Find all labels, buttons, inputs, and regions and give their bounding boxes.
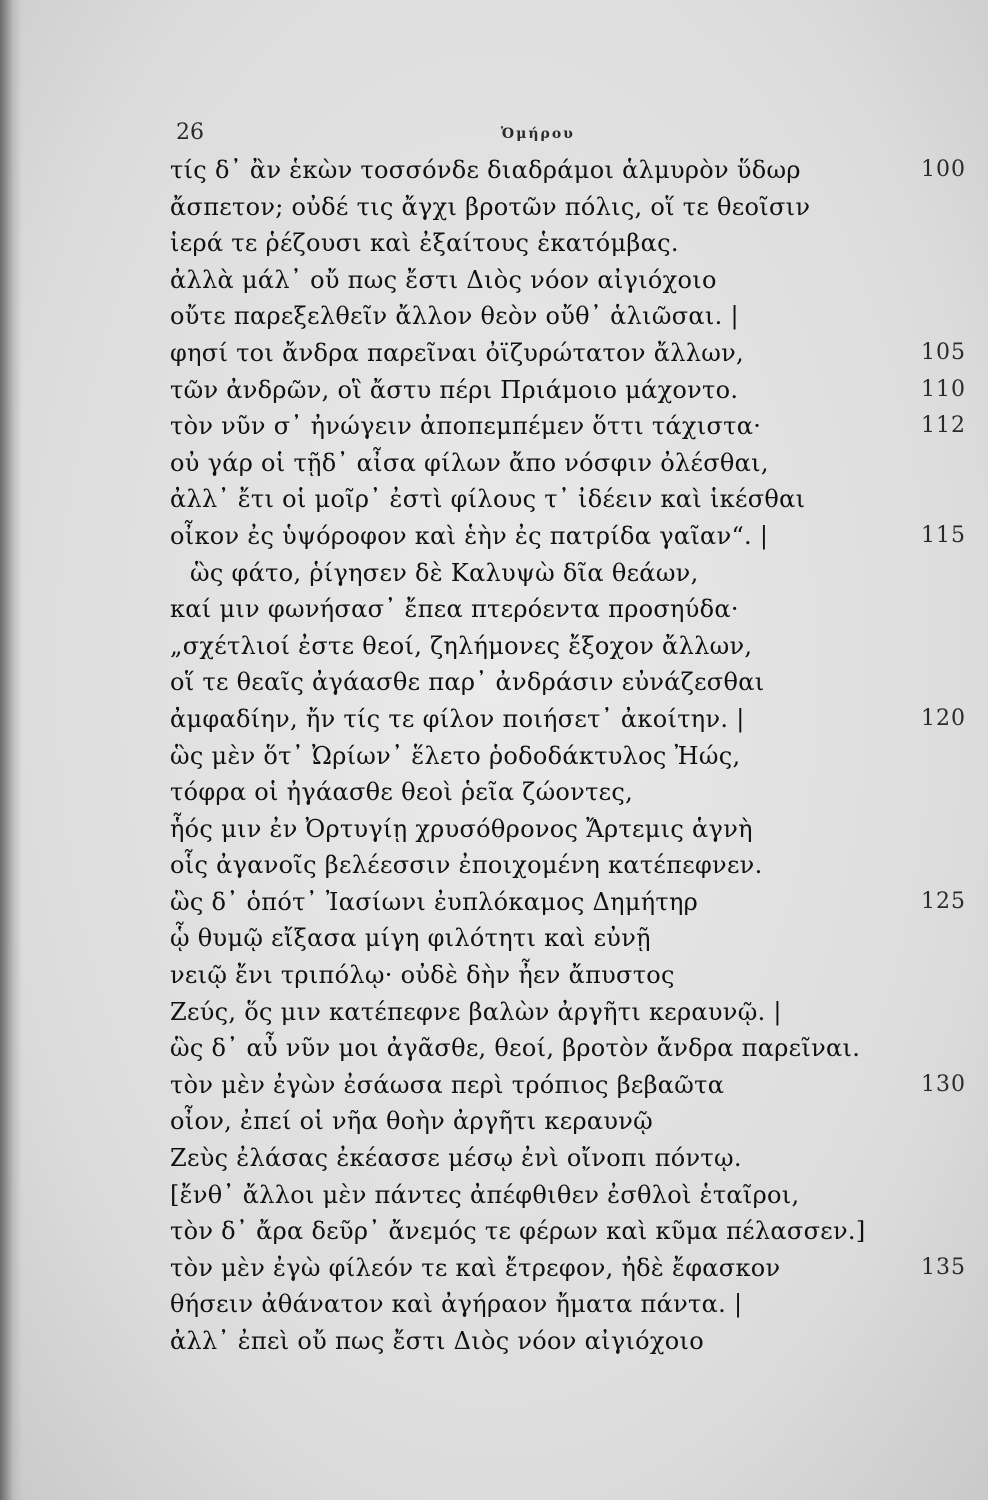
line-number: 105 — [921, 339, 966, 365]
line-number: 110 — [921, 376, 966, 402]
verse-line — [160, 738, 980, 775]
page-header — [176, 120, 988, 150]
verse-text: οὔτε παρεξελθεῖν ἄλλον θεὸν οὔθ᾽ ἁλιῶσαι. | — [170, 302, 739, 331]
verse-text: τὸν μὲν ἐγὼν ἐσάωσα περὶ τρόπιος βεβαῶτα — [170, 1070, 725, 1099]
verse-line — [160, 811, 980, 848]
verse-line — [160, 1213, 980, 1250]
line-number: 130 — [921, 1071, 966, 1097]
verse-text: ᾧ θυμῷ εἴξασα μίγη φιλότητι καὶ εὐνῇ — [170, 924, 651, 953]
verse-text: [ἔνθ᾽ ἄλλοι μὲν πάντες ἀπέφθιθεν ἐσθλοὶ ἑταῖροι, — [170, 1180, 800, 1209]
verse-text: ἀλλ᾽ ἔτι οἱ μοῖρ᾽ ἐστὶ φίλους τ᾽ ἰδέειν καὶ ἱκέσθαι — [170, 485, 806, 514]
verse-line — [160, 1103, 980, 1140]
verse-line — [160, 664, 980, 701]
verse-text: Ζεύς, ὅς μιν κατέπεφνε βαλὼν ἀργῆτι κεραυνῷ. | — [170, 997, 782, 1026]
verse-line — [160, 555, 980, 592]
verse-line — [160, 1067, 980, 1104]
page-number: 26 — [176, 120, 204, 145]
verse-text: τῶν ἀνδρῶν, οἳ ἄστυ πέρι Πριάμοιο μάχοντο. — [170, 375, 739, 404]
line-number: 120 — [921, 705, 966, 731]
verse-line — [160, 884, 980, 921]
verse-line — [160, 518, 980, 555]
verse-text: τὸν μὲν ἐγὼ φίλεόν τε καὶ ἔτρεφον, ἠδὲ ἔφασκον — [170, 1253, 781, 1282]
verse-text: ἱερά τε ῥέζουσι καὶ ἐξαίτους ἑκατόμβας. — [170, 229, 679, 258]
line-number: 125 — [921, 888, 966, 914]
line-number: 112 — [921, 413, 966, 439]
verse-line — [160, 262, 980, 299]
verse-line — [160, 1286, 980, 1323]
verse-text: νειῷ ἔνι τριπόλῳ· οὐδὲ δὴν ἦεν ἄπυστος — [170, 961, 675, 990]
verse-line — [160, 628, 980, 665]
verse-text: ἀμφαδίην, ἤν τίς τε φίλον ποιήσετ᾽ ἀκοίτην. | — [170, 704, 745, 733]
verse-text: θήσειν ἀθάνατον καὶ ἀγήραον ἤματα πάντα. | — [170, 1290, 743, 1319]
verse-line — [160, 335, 980, 372]
verse-line — [160, 847, 980, 884]
verse-text: τόφρα οἱ ἠγάασθε θεοὶ ῥεῖα ζώοντες, — [170, 778, 634, 807]
verse-line — [160, 152, 980, 189]
verse-text: ὣς δ᾽ αὖ νῦν μοι ἀγᾶσθε, θεοί, βροτὸν ἄνδρα παρεῖναι. — [170, 1034, 861, 1063]
verse-line — [160, 445, 980, 482]
verse-text: ἧός μιν ἐν Ὀρτυγίῃ χρυσόθρονος Ἄρτεμις ἁγνὴ — [170, 814, 753, 843]
line-number: 135 — [921, 1254, 966, 1280]
verse-line — [160, 1250, 980, 1287]
running-title: Ὁμήρου — [501, 126, 575, 142]
page-edge-shadow — [0, 0, 22, 1500]
verse-line — [160, 1030, 980, 1067]
verse-line — [160, 701, 980, 738]
verse-text: ἀλλὰ μάλ᾽ οὔ πως ἔστι Διὸς νόον αἰγιόχοιο — [170, 265, 717, 294]
verse-text: οἶον, ἐπεί οἱ νῆα θοὴν ἀργῆτι κεραυνῷ — [170, 1107, 654, 1136]
verse-line — [160, 225, 980, 262]
verse-text: „σχέτλιοί ἐστε θεοί, ζηλήμονες ἔξοχον ἄλλων, — [170, 631, 753, 660]
verse-text: οὐ γάρ οἱ τῇδ᾽ αἶσα φίλων ἄπο νόσφιν ὀλέσθαι, — [170, 448, 769, 477]
verse-line — [160, 1140, 980, 1177]
verse-text: οἶκον ἐς ὑψόροφον καὶ ἑὴν ἐς πατρίδα γαῖαν“. | — [170, 521, 769, 550]
verse-text: οἷς ἀγανοῖς βελέεσσιν ἐποιχομένη κατέπεφνεν. — [170, 851, 763, 880]
verse-text: ὣς δ᾽ ὁπότ᾽ Ἰασίωνι ἐυπλόκαμος Δημήτηρ — [170, 887, 699, 916]
verse-line — [160, 591, 980, 628]
verse-line — [160, 372, 980, 409]
verse-block — [160, 152, 980, 1360]
verse-line — [160, 774, 980, 811]
verse-line — [160, 298, 980, 335]
verse-text: ἀλλ᾽ ἐπεὶ οὔ πως ἔστι Διὸς νόον αἰγιόχοιο — [170, 1327, 704, 1355]
verse-text: ἄσπετον; οὐδέ τις ἄγχι βροτῶν πόλις, οἵ τε θεοῖσιν — [170, 192, 811, 221]
line-number: 115 — [921, 522, 966, 548]
verse-text: οἵ τε θεαῖς ἀγάασθε παρ᾽ ἀνδράσιν εὐνάζεσθαι — [170, 668, 765, 697]
verse-line — [160, 920, 980, 957]
line-number: 100 — [921, 157, 966, 182]
verse-text: καί μιν φωνήσασ᾽ ἔπεα πτερόεντα προσηύδα· — [170, 595, 739, 624]
verse-text: φησί τοι ἄνδρα παρεῖναι ὀϊζυρώτατον ἄλλων, — [170, 338, 744, 367]
verse-text: τὸν δ᾽ ἄρα δεῦρ᾽ ἄνεμός τε φέρων καὶ κῦμα πέλασσεν.] — [170, 1217, 866, 1246]
verse-line — [160, 957, 980, 994]
verse-text: Ζεὺς ἐλάσας ἐκέασσε μέσῳ ἐνὶ οἴνοπι πόντῳ. — [170, 1144, 742, 1173]
verse-text: τὸν νῦν σ᾽ ἠνώγειν ἀποπεμπέμεν ὅττι τάχιστα· — [170, 412, 762, 441]
verse-line — [160, 189, 980, 226]
verse-line — [160, 994, 980, 1031]
verse-line — [160, 408, 980, 445]
verse-line — [160, 481, 980, 518]
verse-text: τίς δ᾽ ἂν ἑκὼν τοσσόνδε διαδράμοι ἁλμυρὸν ὕδωρ — [170, 156, 801, 184]
verse-text: ὣς φάτο, ῥίγησεν δὲ Καλυψὼ δῖα θεάων, — [190, 558, 699, 587]
verse-text: ὣς μὲν ὅτ᾽ Ὠρίων᾽ ἕλετο ῥοδοδάκτυλος Ἠώς, — [170, 741, 741, 770]
verse-line — [160, 1323, 980, 1360]
verse-line — [160, 1177, 980, 1214]
